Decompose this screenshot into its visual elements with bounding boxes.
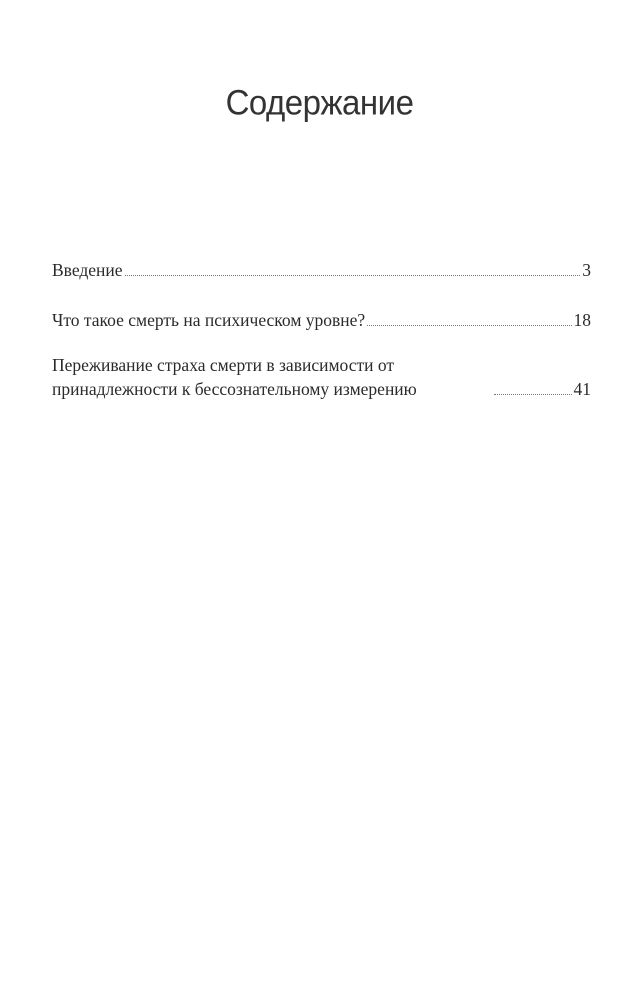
toc-entry-introduction[interactable] xyxy=(52,258,591,282)
toc-dot-leader xyxy=(367,324,571,326)
toc-page-number: 18 xyxy=(573,310,591,330)
toc-entry-death-psychic-level[interactable] xyxy=(52,308,591,332)
toc-entry-fear-of-death[interactable] xyxy=(52,353,591,401)
toc-dot-leader xyxy=(125,274,581,276)
toc-page-number: 41 xyxy=(573,379,591,399)
table-of-contents xyxy=(52,258,591,401)
page-title: Содержание xyxy=(225,82,414,123)
toc-entry-title: Переживание страха смерти в зависимости от принадлежности к бессознательному измерению xyxy=(52,355,417,399)
toc-page-number: 3 xyxy=(582,260,591,280)
toc-dot-leader xyxy=(494,393,572,395)
toc-entry-title: Введение xyxy=(52,260,123,280)
toc-entry-title: Что такое смерть на психическом уровне? xyxy=(52,310,366,330)
